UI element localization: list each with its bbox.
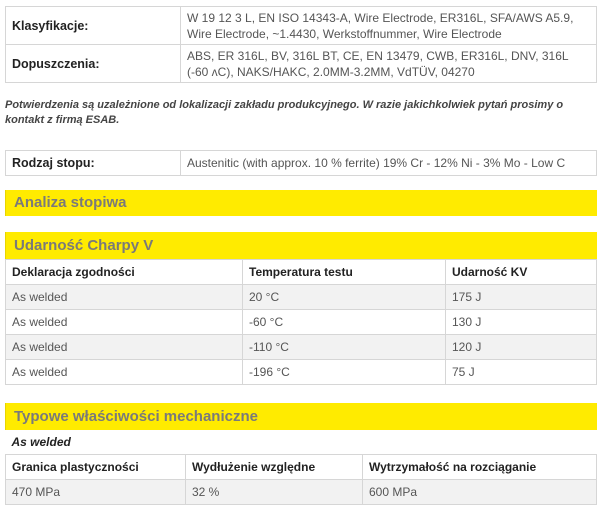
mechanical-header-yield: Granica plastyczności xyxy=(6,454,186,479)
charpy-cell-impact: 75 J xyxy=(446,360,597,385)
table-row xyxy=(6,310,597,335)
charpy-header-conformity: Deklaracja zgodności xyxy=(6,260,243,285)
charpy-cell-condition: As welded xyxy=(6,360,243,385)
section-charpy: Udarność Charpy V xyxy=(5,232,597,259)
charpy-cell-condition: As welded xyxy=(6,310,243,335)
charpy-cell-impact: 130 J xyxy=(446,310,597,335)
approvals-value: ABS, ER 316L, BV, 316L BT, CE, EN 13479, CWB, ER316L, DNV, 316L (-60 ʌC), NAKS/HAKC, 2.0MM-3.2MM, VdTÜV, 04270 xyxy=(181,45,597,83)
charpy-cell-temperature: 20 °C xyxy=(243,285,446,310)
table-row xyxy=(6,479,597,504)
charpy-header-impact: Udarność KV xyxy=(446,260,597,285)
charpy-table xyxy=(5,259,597,385)
charpy-cell-impact: 120 J xyxy=(446,335,597,360)
mechanical-cell-tensile: 600 MPa xyxy=(363,479,597,504)
table-row xyxy=(6,360,597,385)
table-row xyxy=(6,335,597,360)
charpy-cell-condition: As welded xyxy=(6,285,243,310)
alloy-type-value: Austenitic (with approx. 10 % ferrite) 19% Cr - 12% Ni - 3% Mo - Low C xyxy=(181,151,597,176)
mechanical-cell-elongation: 32 % xyxy=(186,479,363,504)
charpy-cell-temperature: -110 °C xyxy=(243,335,446,360)
charpy-cell-temperature: -196 °C xyxy=(243,360,446,385)
mechanical-condition: As welded xyxy=(11,434,71,449)
charpy-cell-temperature: -60 °C xyxy=(243,310,446,335)
table-row xyxy=(6,285,597,310)
section-mechanical: Typowe właściwości mechaniczne xyxy=(5,403,597,430)
section-alloy-analysis: Analiza stopiwa xyxy=(5,190,597,216)
charpy-cell-condition: As welded xyxy=(6,335,243,360)
classification-label: Klasyfikacje: xyxy=(6,7,181,45)
charpy-cell-impact: 175 J xyxy=(446,285,597,310)
charpy-header-temperature: Temperatura testu xyxy=(243,260,446,285)
mechanical-table xyxy=(5,430,597,505)
alloy-table xyxy=(5,150,597,176)
mechanical-header-elongation: Wydłużenie względne xyxy=(186,454,363,479)
alloy-type-label: Rodzaj stopu: xyxy=(6,151,181,176)
classification-value: W 19 12 3 L, EN ISO 14343-A, Wire Electrode, ER316L, SFA/AWS A5.9, Wire Electrode, ~1.4430, Werkstoffnummer, Wire Electrode xyxy=(181,7,597,45)
specs-table xyxy=(5,6,597,83)
confirmation-note: Potwierdzenia są uzależnione od lokalizacji zakładu produkcyjnego. W razie jakichkolwiek pytań prosimy o kontakt z firmą ESAB. xyxy=(5,99,564,126)
mechanical-cell-yield: 470 MPa xyxy=(6,479,186,504)
mechanical-header-tensile: Wytrzymałość na rozciąganie xyxy=(363,454,597,479)
approvals-label: Dopuszczenia: xyxy=(6,45,181,83)
